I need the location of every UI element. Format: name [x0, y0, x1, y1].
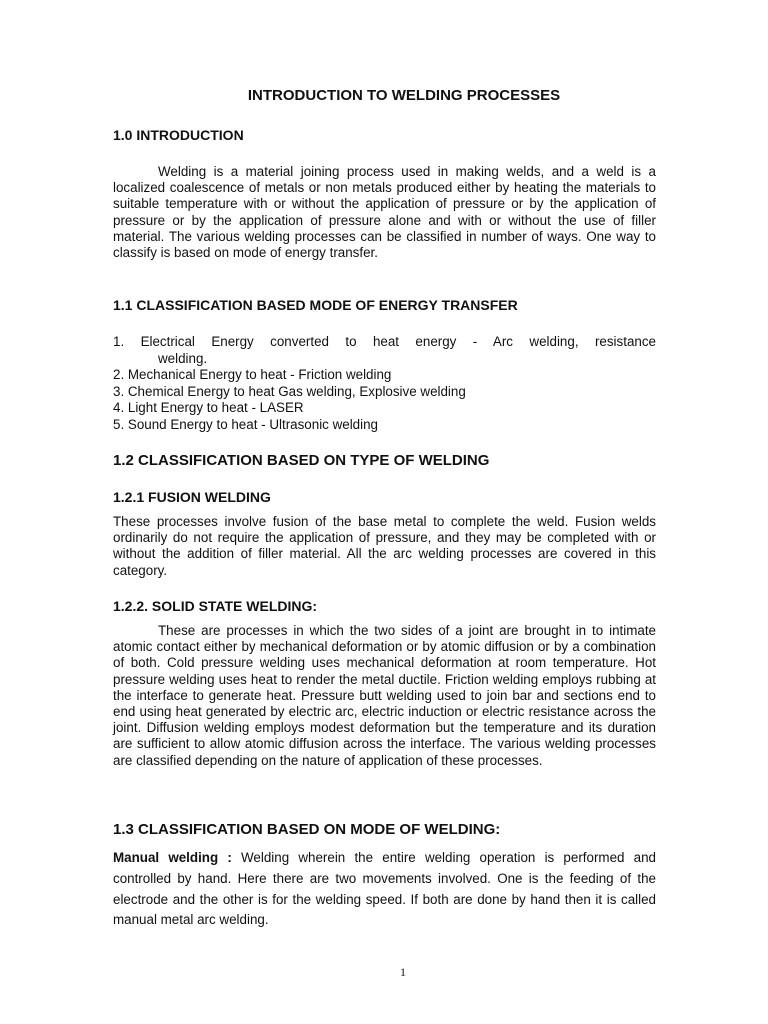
heading-1-2-type-of-welding: 1.2 CLASSIFICATION BASED ON TYPE OF WELDING	[113, 452, 490, 469]
list-item: 1. Electrical Energy converted to heat energy - Arc welding, resistance	[113, 334, 656, 349]
paragraph-introduction-text: Welding is a material joining process used in making welds, and a weld is a localized coalescence of metals or non metals produced either by heating the materials to suitable temperature with or without the application of pressure or by the application of pressure or by the application of pressure alone and with or without the use of filler material. The various welding processes can be classified in number of ways. One way to classify is based on mode of energy transfer.	[113, 164, 656, 261]
paragraph-fusion-welding: These processes involve fusion of the base metal to complete the weld. Fusion welds ordinarily do not require the application of pressure, and they may be completed with or without the addition of filler material. All the arc welding processes are covered in this category.	[113, 514, 656, 578]
list-item: 4. Light Energy to heat - LASER	[113, 400, 304, 415]
document-title: INTRODUCTION TO WELDING PROCESSES	[247, 87, 561, 104]
list-item-continuation: welding.	[158, 350, 208, 366]
paragraph-manual-welding	[113, 848, 656, 931]
paragraph-introduction	[113, 164, 656, 261]
page-number: 1	[400, 965, 406, 979]
energy-transfer-list	[113, 334, 656, 433]
manual-welding-text: Welding wherein the entire welding operation is performed and controlled by hand. Here there are two movements involved. One is the feeding of the electrode and the other is for the welding speed. If both are done by hand then it is called manual metal arc welding.	[113, 850, 656, 928]
list-item: 2. Mechanical Energy to heat - Friction welding	[113, 367, 392, 382]
heading-1-2-2-solid-state-welding: 1.2.2. SOLID STATE WELDING:	[113, 598, 318, 614]
list-item: 3. Chemical Energy to heat Gas welding, Explosive welding	[113, 383, 466, 399]
heading-1-2-1-fusion-welding: 1.2.1 FUSION WELDING	[113, 489, 271, 505]
paragraph-solid-state-text: These are processes in which the two sides of a joint are brought in to intimate atomic contact either by mechanical deformation or by atomic diffusion or by a combination of both. Cold pressure welding uses mechanical deformation at room temperature. Hot pressure welding uses heat to render the metal ductile. Friction welding employs rubbing at the interface to generate heat. Pressure butt welding used to join bar and sections end to end using heat generated by electric arc, electric induction or electric resistance across the joint. Diffusion welding employs modest deformation but the temperature and its duration are sufficient to allow atomic diffusion across the interface. The various welding processes are classified depending on the nature of application of these processes.	[113, 623, 656, 768]
list-item: 5. Sound Energy to heat - Ultrasonic welding	[113, 416, 378, 432]
heading-1-1-energy-transfer: 1.1 CLASSIFICATION BASED MODE OF ENERGY TRANSFER	[113, 297, 518, 313]
heading-1-3-mode-of-welding: 1.3 CLASSIFICATION BASED ON MODE OF WELDING:	[113, 821, 501, 838]
paragraph-solid-state-welding	[113, 623, 656, 769]
manual-welding-label: Manual welding :	[113, 850, 232, 865]
heading-1-0-introduction: 1.0 INTRODUCTION	[113, 127, 244, 143]
